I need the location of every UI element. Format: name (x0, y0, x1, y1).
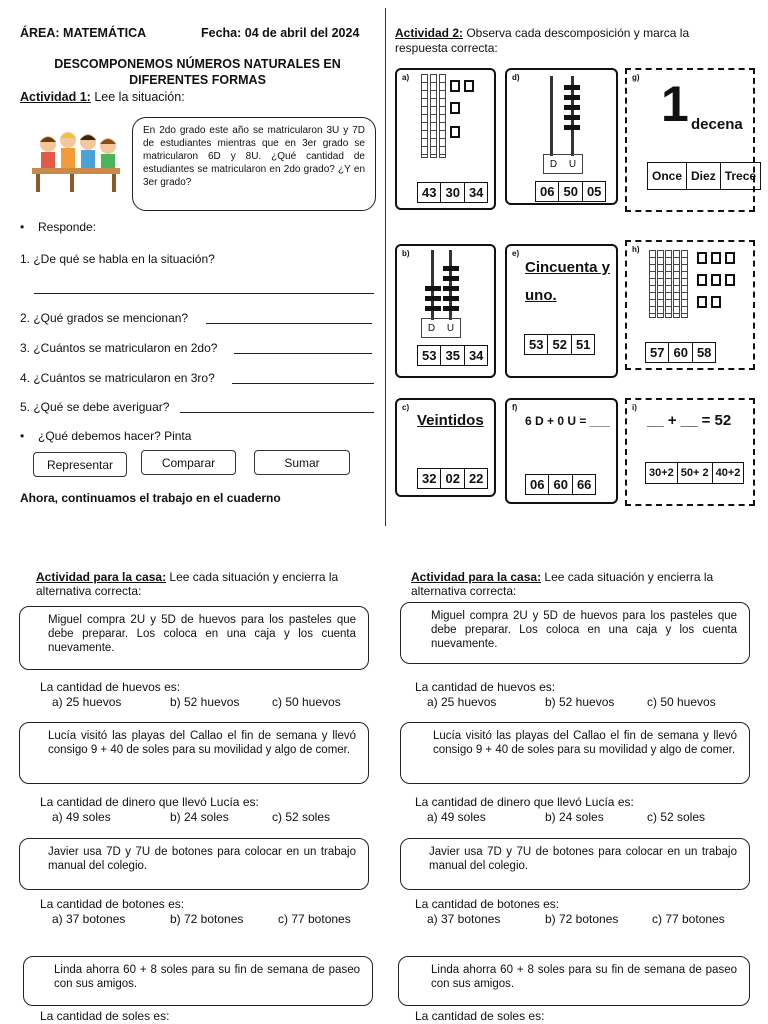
panel-c (395, 398, 496, 497)
activity1-heading (20, 90, 185, 104)
panel-d-label: d) (512, 73, 520, 82)
answer-line-1[interactable] (34, 293, 374, 294)
sumar-button[interactable]: Sumar (254, 450, 350, 475)
abacus-bead (425, 286, 441, 291)
option[interactable]: 34 (468, 348, 484, 363)
homework-label: Actividad para la casa: (411, 570, 542, 584)
story-question: La cantidad de huevos es: (415, 680, 556, 694)
panel-d (505, 68, 618, 205)
abacus-bead (425, 306, 441, 311)
unit-cube (711, 274, 721, 286)
unit-cube (725, 252, 735, 264)
panel-g (625, 68, 755, 212)
question-5: 5. ¿Qué se debe averiguar? (20, 400, 170, 414)
option-a[interactable]: a) 37 botones (52, 912, 126, 926)
option-a[interactable]: a) 49 soles (52, 810, 111, 824)
option-b[interactable]: b) 52 huevos (170, 695, 240, 709)
abacus-label-u: U (446, 322, 455, 334)
abacus-bead (564, 105, 580, 110)
option[interactable]: 40+2 (715, 467, 741, 479)
unit-cube (725, 274, 735, 286)
date-label: Fecha: 04 de abril del 2024 (201, 26, 360, 40)
unit-cube (464, 80, 474, 92)
panel-e-word: Cincuenta y uno. (525, 259, 611, 304)
story-box: Lucía visitó las playas del Callao el fin de semana y llevó consigo 9 + 40 de soles para su movilidad y algo de comer. (400, 722, 750, 784)
option-a[interactable]: a) 25 huevos (52, 695, 122, 709)
panel-i-label: i) (632, 403, 637, 412)
story-box: Miguel compra 2U y 5D de huevos para los pasteles que debe preparar. Los coloca en una caja y los cuenta nuevamente. (400, 602, 750, 664)
option[interactable]: 43 (418, 183, 441, 202)
abacus-bead (443, 306, 459, 311)
answer-line-3[interactable] (234, 353, 372, 354)
option-a[interactable]: a) 49 soles (427, 810, 486, 824)
option-c[interactable]: c) 50 huevos (272, 695, 341, 709)
unit-cube (450, 102, 460, 114)
panel-g-options[interactable] (647, 162, 761, 190)
abacus-bead (425, 296, 441, 301)
story-box: Lucía visitó las playas del Callao el fin de semana y llevó consigo 9 + 40 de soles para su movilidad y algo de comer. (19, 722, 369, 784)
abacus-label-u: U (568, 158, 577, 170)
option[interactable]: 58 (696, 345, 712, 360)
abacus-bead (564, 85, 580, 90)
story-box: Linda ahorra 60 + 8 soles para su fin de semana de paseo con sus amigos. (398, 956, 750, 1006)
story-box: Miguel compra 2U y 5D de huevos para los pasteles que debe preparar. Los coloca en una caja y los cuenta nuevamente. (19, 606, 369, 670)
unit-cube (711, 252, 721, 264)
option[interactable]: 51 (575, 337, 591, 352)
homework-text: Lee cada situación y encierra la alternativa correcta: (36, 570, 339, 598)
option[interactable]: 53 (525, 335, 548, 354)
tens-bar (657, 250, 664, 318)
abacus-bead (564, 125, 580, 130)
option-b[interactable]: b) 52 huevos (545, 695, 615, 709)
panel-e (505, 244, 618, 378)
homework-text: Lee cada situación y encierra la alternativa correcta: (411, 570, 714, 598)
activity1-label: Actividad 1: (20, 90, 91, 104)
abacus-base (421, 318, 461, 338)
panel-e-options[interactable] (524, 334, 595, 355)
option-b[interactable]: b) 72 botones (545, 912, 619, 926)
option-c[interactable]: c) 52 soles (272, 810, 331, 824)
option[interactable]: 02 (441, 469, 464, 488)
page-title-line2: DIFERENTES FORMAS (129, 73, 266, 87)
homework-heading-right (411, 570, 741, 598)
option-b[interactable]: b) 24 soles (170, 810, 229, 824)
homework-label: Actividad para la casa: (36, 570, 167, 584)
activity1-text: Lee la situación: (90, 90, 185, 104)
option-b[interactable]: b) 72 botones (170, 912, 244, 926)
big-number: 1 (661, 76, 689, 132)
panel-b (395, 244, 496, 378)
story-question: La cantidad de soles es: (40, 1009, 170, 1023)
abacus-label-d: D (549, 158, 558, 170)
question-4: 4. ¿Cuántos se matricularon en 3ro? (20, 371, 215, 385)
tens-bar (681, 250, 688, 318)
question-1: 1. ¿De qué se habla en la situación? (20, 252, 215, 266)
option[interactable]: 50+ 2 (678, 463, 713, 483)
abacus-bead (443, 296, 459, 301)
option-a[interactable]: a) 25 huevos (427, 695, 497, 709)
unit-cube (450, 126, 460, 138)
panel-f (505, 398, 618, 504)
tens-bar (649, 250, 656, 318)
option[interactable]: 30+2 (646, 463, 678, 483)
panel-h-options[interactable] (645, 342, 716, 363)
tens-bar (439, 74, 446, 158)
option[interactable]: Trece (724, 169, 757, 183)
panel-a (395, 68, 496, 210)
activity2-label: Actividad 2: (395, 26, 464, 40)
question-3: 3. ¿Cuántos se matricularon en 2do? (20, 341, 218, 355)
panel-a-label: a) (402, 73, 410, 82)
panel-d-options[interactable] (535, 181, 606, 202)
option-c[interactable]: c) 52 soles (647, 810, 706, 824)
answer-line-2[interactable] (206, 323, 372, 324)
unit-cube (697, 296, 707, 308)
panel-e-label: e) (512, 249, 520, 258)
option-c[interactable]: c) 77 botones (652, 912, 725, 926)
option[interactable]: 34 (468, 185, 484, 200)
comparar-button[interactable]: Comparar (141, 450, 236, 475)
option[interactable]: 52 (548, 335, 571, 354)
option[interactable]: 32 (418, 469, 441, 488)
option[interactable]: 60 (549, 475, 572, 494)
option[interactable]: 53 (418, 346, 441, 365)
story-box: Linda ahorra 60 + 8 soles para su fin de semana de paseo con sus amigos. (23, 956, 373, 1006)
abacus-label-d: D (427, 322, 436, 334)
activity2-heading (395, 26, 735, 56)
panel-h-label: h) (632, 245, 640, 254)
answer-line-5[interactable] (180, 412, 374, 413)
answer-line-4[interactable] (232, 383, 374, 384)
activity2-text: Observa cada descomposición y marca la respuesta correcta: (395, 26, 690, 55)
panel-a-options[interactable] (417, 182, 488, 203)
decena-word: decena (691, 116, 743, 133)
option[interactable]: Once (648, 163, 687, 189)
panel-c-label: c) (402, 403, 410, 412)
abacus-bead (564, 95, 580, 100)
panel-c-options[interactable] (417, 468, 488, 489)
abacus-base (543, 154, 583, 174)
situation-box: En 2do grado este año se matricularon 3U y 7D de estudiantes mientras que en 3er grado se matricularon 6D y 8U. ¿Qué cantidad de estudiantes se matricularon en 2do grado? ¿Y en 3er grado? (132, 117, 376, 211)
option[interactable]: 35 (441, 346, 464, 365)
abacus-bead (443, 276, 459, 281)
tens-bar (665, 250, 672, 318)
page-title: DESCOMPONEMOS NÚMEROS NATURALES EN (54, 57, 341, 71)
option[interactable]: 60 (669, 343, 692, 362)
option[interactable]: 05 (586, 184, 602, 199)
abacus-bead (443, 286, 459, 291)
story-question: La cantidad de dinero que llevó Lucía es: (40, 795, 259, 809)
abacus-bead (564, 115, 580, 120)
option[interactable]: 66 (576, 477, 592, 492)
panel-i (625, 398, 755, 506)
option[interactable]: 30 (441, 183, 464, 202)
responde-label: • Responde: (38, 220, 96, 234)
area-label: ÁREA: MATEMÁTICA (20, 26, 147, 40)
story-question: La cantidad de soles es: (415, 1009, 545, 1023)
panel-b-label: b) (402, 249, 410, 258)
continue-note: Ahora, continuamos el trabajo en el cuaderno (20, 491, 281, 505)
story-question: La cantidad de huevos es: (40, 680, 181, 694)
option[interactable]: 50 (559, 182, 582, 201)
representar-button[interactable]: Representar (33, 452, 127, 477)
story-question: La cantidad de dinero que llevó Lucía es: (415, 795, 634, 809)
panel-i-expression: __ + __ = 52 (647, 412, 732, 429)
option-b[interactable]: b) 24 soles (545, 810, 604, 824)
question-2: 2. ¿Qué grados se mencionan? (20, 311, 189, 325)
panel-h (625, 240, 755, 370)
panel-i-options[interactable] (645, 462, 744, 484)
tens-bar (421, 74, 428, 158)
panel-g-label: g) (632, 73, 640, 82)
homework-heading-left (36, 570, 366, 598)
story-question: La cantidad de botones es: (415, 897, 560, 911)
story-box: Javier usa 7D y 7U de botones para colocar en un trabajo manual del colegio. (400, 838, 750, 890)
panel-f-label: f) (512, 403, 518, 412)
tens-bar (673, 250, 680, 318)
story-question: La cantidad de botones es: (40, 897, 185, 911)
tens-bar (430, 74, 437, 158)
panel-f-options[interactable] (525, 474, 596, 495)
column-divider (385, 8, 386, 526)
abacus-rod-tens (550, 76, 553, 156)
option[interactable]: 06 (526, 475, 549, 494)
option[interactable]: 57 (646, 343, 669, 362)
option[interactable]: 06 (536, 182, 559, 201)
story-box: Javier usa 7D y 7U de botones para colocar en un trabajo manual del colegio. (19, 838, 369, 890)
abacus-bead (443, 266, 459, 271)
option-a[interactable]: a) 37 botones (427, 912, 501, 926)
hacer-label: • ¿Qué debemos hacer? Pinta (38, 429, 191, 443)
unit-cube (711, 296, 721, 308)
option[interactable]: Diez (687, 163, 721, 189)
panel-c-word: Veintidos (417, 412, 484, 429)
option-c[interactable]: c) 77 botones (278, 912, 351, 926)
option[interactable]: 22 (468, 471, 484, 486)
panel-f-expression: 6 D + 0 U = ___ (525, 414, 610, 428)
students-illustration (26, 124, 126, 194)
unit-cube (697, 274, 707, 286)
panel-b-options[interactable] (417, 345, 488, 366)
option-c[interactable]: c) 50 huevos (647, 695, 716, 709)
unit-cube (697, 252, 707, 264)
unit-cube (450, 80, 460, 92)
